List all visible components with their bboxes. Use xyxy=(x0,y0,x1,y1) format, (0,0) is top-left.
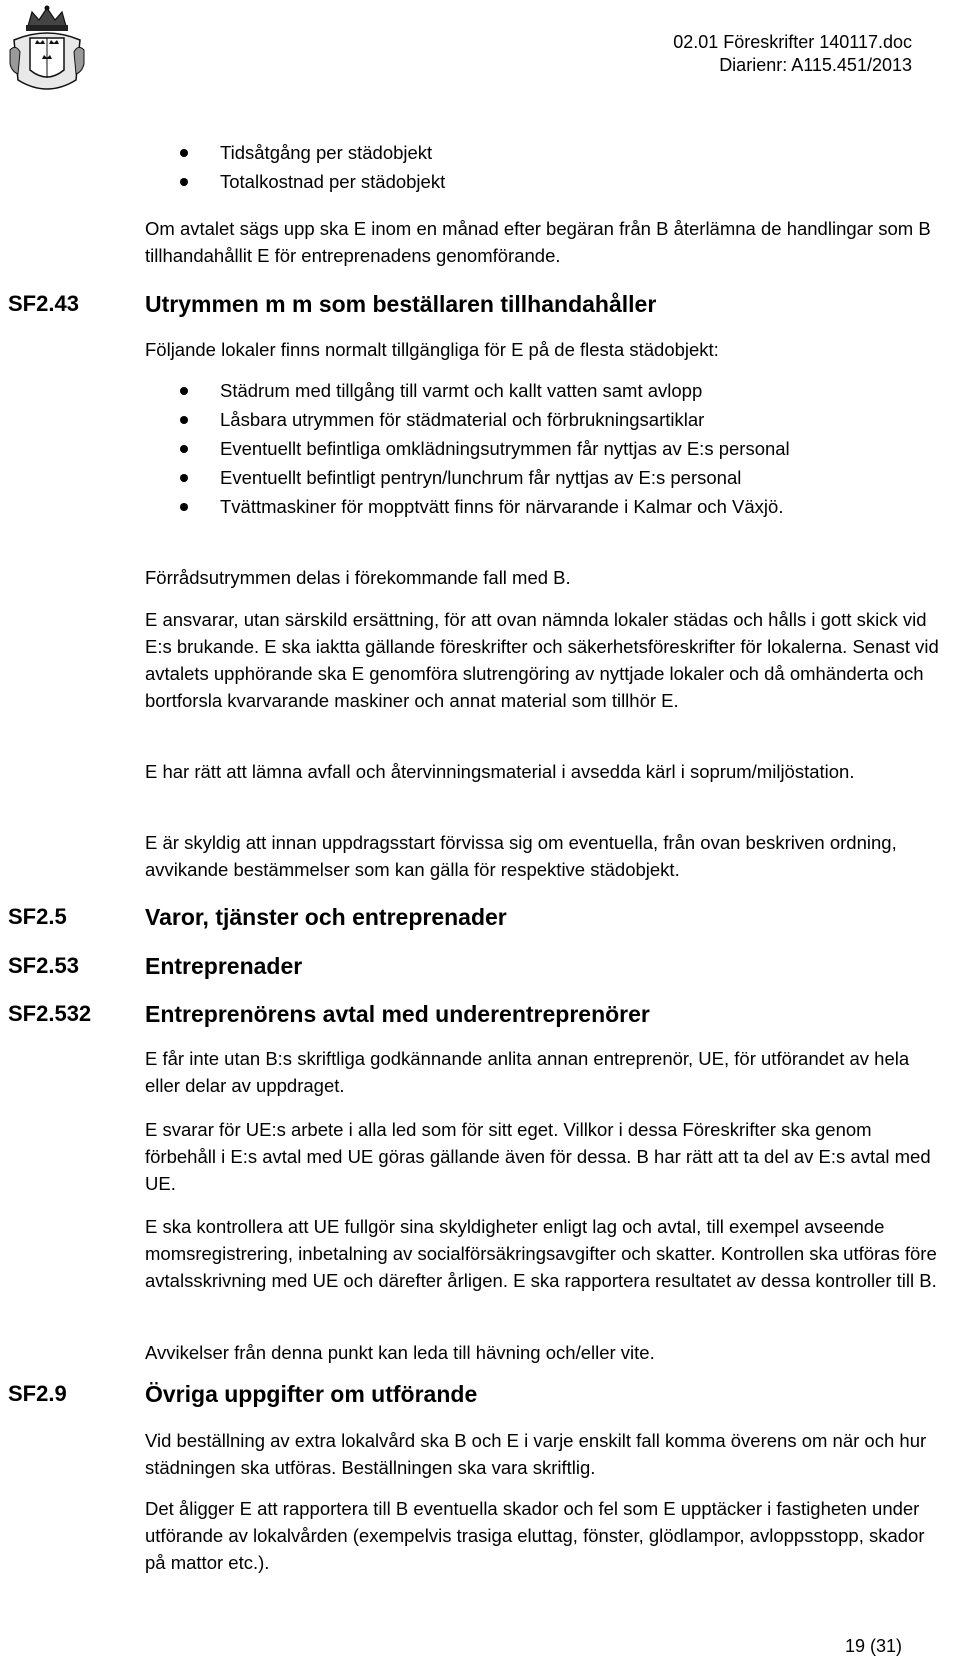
paragraph: Vid beställning av extra lokalvård ska B och E i varje enskilt fall komma överens om när och hur städningen ska utföras. Beställningen ska vara skriftlig. xyxy=(145,1430,927,1478)
coat-of-arms-logo xyxy=(6,4,88,98)
paragraph: E har rätt att lämna avfall och återvinningsmaterial i avsedda kärl i soprum/miljöstation. xyxy=(145,761,855,782)
paragraph: E svarar för UE:s arbete i alla led som för sitt eget. Villkor i dessa Föreskrifter ska genom förbehåll i E:s avtal med UE göras gällande även för dessa. B har rätt att ta del av E:s avtal med UE. xyxy=(145,1119,931,1194)
list-item: Totalkostnad per städobjekt xyxy=(145,167,940,196)
section-lead: Följande lokaler finns normalt tillgängliga för E på de flesta städobjekt: xyxy=(145,339,719,360)
paragraph: E ska kontrollera att UE fullgör sina skyldigheter enligt lag och avtal, till exempel avseende momsregistrering, inbetalning av socialförsäkringsavgifter och skatter. Kontrollen ska utföras före avtalsskrivning med UE och därefter årligen. E ska rapportera resultatet av dessa kontroller till B. xyxy=(145,1216,937,1291)
section-heading: Entreprenader xyxy=(145,953,303,979)
paragraph: E får inte utan B:s skriftliga godkännande anlita annan entreprenör, UE, för utförandet av hela eller delar av uppdraget. xyxy=(145,1048,910,1096)
paragraph: Förrådsutrymmen delas i förekommande fall med B. xyxy=(145,567,571,588)
paragraph: Det åligger E att rapportera till B eventuella skador och fel som E upptäcker i fastigheten under utförande av lokalvården (exempelvis trasiga eluttag, fönster, glödlampor, avloppsstopp, skador på mattor etc.). xyxy=(145,1498,925,1573)
list-item: Låsbara utrymmen för städmaterial och förbrukningsartiklar xyxy=(145,405,940,434)
registry-number: Diarienr: A115.451/2013 xyxy=(719,55,912,75)
list-item: Eventuellt befintliga omklädningsutrymmen får nyttjas av E:s personal xyxy=(145,434,940,463)
list-item: Eventuellt befintligt pentryn/lunchrum får nyttjas av E:s personal xyxy=(145,463,940,492)
facilities-bullet-list xyxy=(145,376,940,521)
document-filename: 02.01 Föreskrifter 140117.doc xyxy=(673,32,912,52)
top-bullet-list xyxy=(145,138,940,196)
section-heading: Utrymmen m m som beställaren tillhandahåller xyxy=(145,291,657,317)
section-number: SF2.532 xyxy=(8,1001,92,1026)
intro-paragraph: Om avtalet sägs upp ska E inom en månad efter begäran från B återlämna de handlingar som B tillhandahållit E för entreprenadens genomförande. xyxy=(145,218,931,266)
list-item: Städrum med tillgång till varmt och kallt vatten samt avlopp xyxy=(145,376,940,405)
section-heading: Entreprenörens avtal med underentreprenörer xyxy=(145,1001,650,1027)
section-number: SF2.9 xyxy=(8,1381,67,1406)
list-item: Tidsåtgång per städobjekt xyxy=(145,138,940,167)
section-number: SF2.43 xyxy=(8,291,79,316)
section-heading: Varor, tjänster och entreprenader xyxy=(145,904,507,930)
section-number: SF2.53 xyxy=(8,953,79,978)
paragraph: E ansvarar, utan särskild ersättning, för att ovan nämnda lokaler städas och hålls i gott skick vid E:s brukande. E ska iaktta gällande föreskrifter och säkerhetsföreskrifter för lokalerna. Senast vid avtalets upphörande ska E genomföra slutrengöring av nyttjade lokaler och då omhänderta och bortforsla kvarvarande maskiner och annat material som tillhör E. xyxy=(145,609,939,711)
list-item: Tvättmaskiner för mopptvätt finns för närvarande i Kalmar och Växjö. xyxy=(145,492,940,521)
section-number: SF2.5 xyxy=(8,904,67,929)
paragraph: E är skyldig att innan uppdragsstart förvissa sig om eventuella, från ovan beskriven ordning, avvikande bestämmelser som kan gälla för respektive städobjekt. xyxy=(145,832,897,880)
section-heading: Övriga uppgifter om utförande xyxy=(145,1381,478,1407)
paragraph: Avvikelser från denna punkt kan leda till hävning och/eller vite. xyxy=(145,1342,655,1363)
page-number: 19 (31) xyxy=(844,1636,902,1656)
